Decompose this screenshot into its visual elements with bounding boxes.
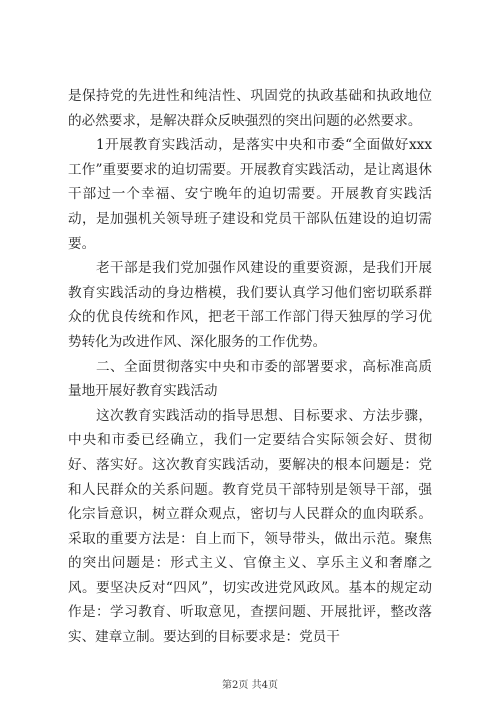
page-number-footer: 第2页 共4页 bbox=[222, 680, 278, 691]
paragraph-guiding-principles: 这次教育实践活动的指导思想、目标要求、方法步骤，中央和市委已经确立，我们一定要结合实际领会好、贯彻好、落实好。这次教育实践活动，要解决的根本问题是：党和人民群众的关系问题。教育党员干部特别是领导干部，强化宗旨意识，树立群众观点，密切与人民群众的血肉联系。采取的重要方法是：自上而下，领导带头，做出示范。聚焦的突出问题是：形式主义、官僚主义、享乐主义和奢靡之风。要坚决反对“四风”，切实改进党风政风。基本的规定动作是：学习教育、听取意见，查摆问题、开展批评，整改落实、建章立制。要达到的目标要求是：党员干 bbox=[68, 407, 432, 646]
paragraph-requirements-conclusion: 是保持党的先进性和纯洁性、巩固党的执政基础和执政地位的必然要求，是解决群众反映强烈的突出问题的必然要求。 bbox=[68, 88, 432, 129]
paragraph-urgent-needs: 1开展教育实践活动，是落实中央和市委“全面做好xxx工作”重要要求的迫切需要。开展教育实践活动，是让离退休干部过一个幸福、安宁晚年的迫切需要。开展教育实践活动，是加强机关领导班子建设和党员干部队伍建设的迫切需要。 bbox=[68, 137, 432, 252]
paragraph-veteran-cadres: 老干部是我们党加强作风建设的重要资源，是我们开展教育实践活动的身边楷模，我们要认真学习他们密切联系群众的优良传统和作风，把老干部工作部门得天独厚的学习优势转化为改进作风、深化服务的工作优势。 bbox=[68, 260, 432, 350]
document-body bbox=[68, 84, 432, 650]
section-heading-two: 二、全面贯彻落实中央和市委的部署要求，高标准高质量地开展好教育实践活动 bbox=[68, 358, 432, 400]
